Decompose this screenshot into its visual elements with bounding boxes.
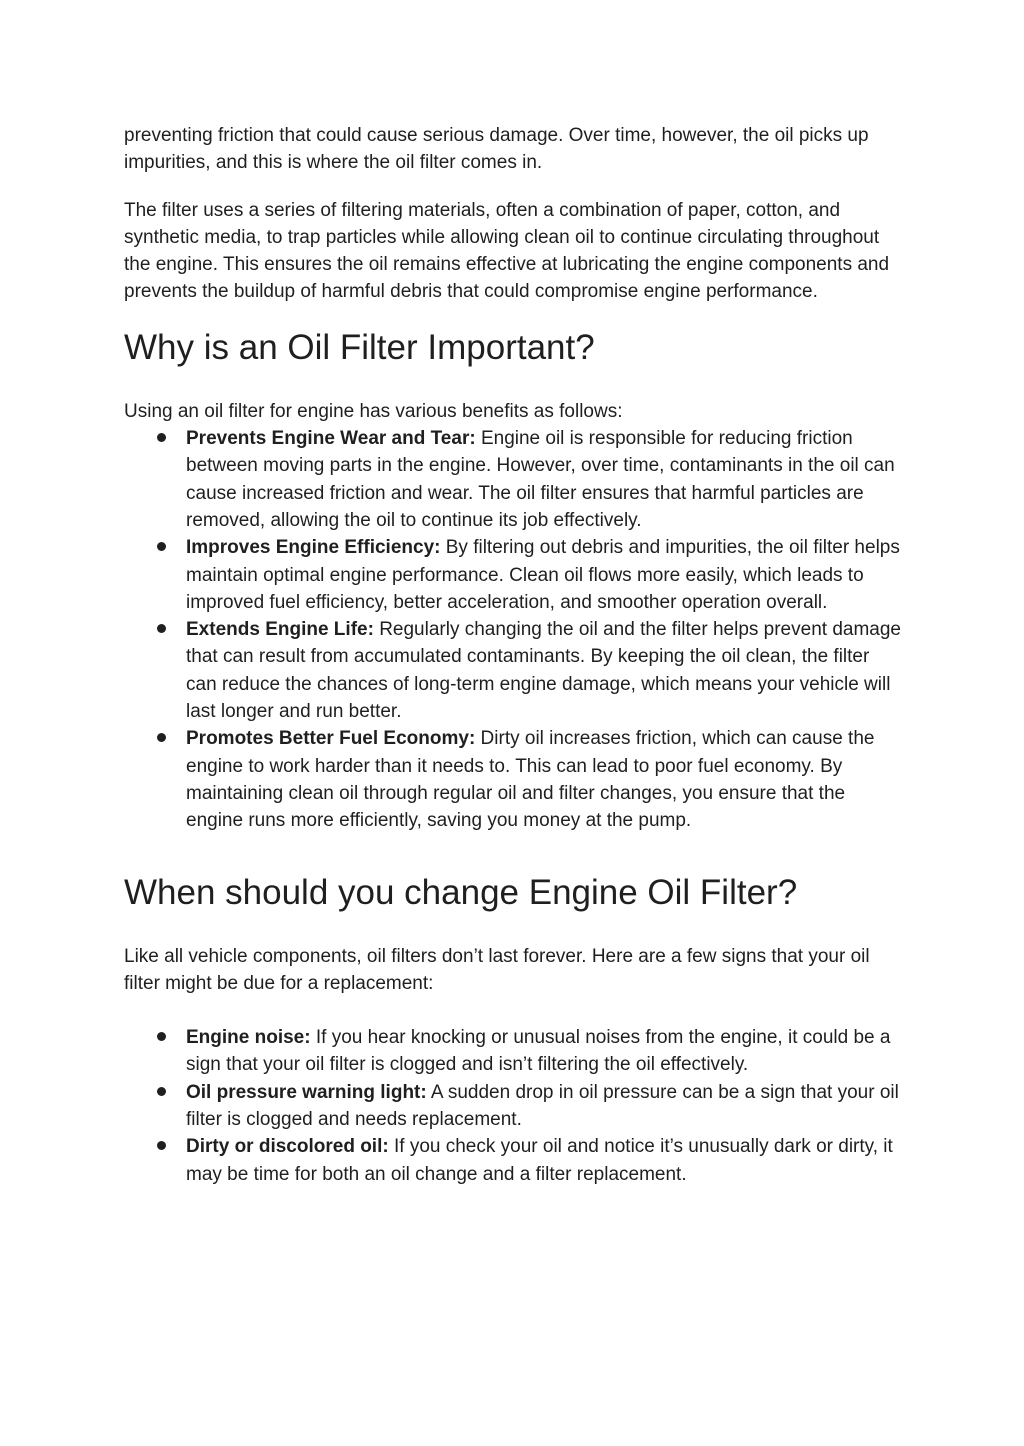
list-item [186,1024,904,1079]
why-heading: Why is an Oil Filter Important? [124,327,595,367]
list-item-title: Prevents Engine Wear and Tear: [186,428,476,450]
list-item-title: Promotes Better Fuel Economy: [186,728,476,750]
list-item-title: Extends Engine Life: [186,619,374,641]
list-item-text: If you hear knocking or unusual noises from the engine, it could be a sign that your oil filter is clogged and isn’t filtering the oil effectively. [186,1027,891,1076]
list-item-text: A sudden drop in oil pressure can be a sign that your oil filter is clogged and needs replacement. [186,1081,899,1131]
list-item [186,1133,904,1188]
list-item [186,534,904,616]
list-item-text: Dirty oil increases friction, which can cause the engine to work harder than it needs to. This can lead to poor fuel economy. By maintaining clean oil through regular oil and filter changes, you ensure that the engine runs more efficiently, saving you money at the pump. [186,728,875,832]
why-lead-paragraph: Using an oil filter for engine has various benefits as follows: [124,400,623,422]
bullet-icon [155,534,167,561]
when-heading: When should you change Engine Oil Filter? [124,872,798,912]
when-lead-paragraph: Like all vehicle components, oil filters don’t last forever. Here are a few signs that your oil filter might be due for a replacement: [124,945,870,994]
bullet-icon [155,725,167,752]
list-item-text: Regularly changing the oil and the filter helps prevent damage that can result from accumulated contaminants. By keeping the oil clean, the filter can reduce the chances of long-term engine damage, which means your vehicle will last longer and run better. [186,619,901,723]
list-item [186,616,904,725]
benefits-list [124,425,904,834]
list-item-title: Engine noise: [186,1027,311,1049]
list-item-title: Improves Engine Efficiency: [186,537,441,559]
bullet-icon [155,1133,167,1160]
list-item [186,725,904,834]
bullet-icon [155,425,167,452]
list-item-text: By filtering out debris and impurities, the oil filter helps maintain optimal engine performance. Clean oil flows more easily, which leads to improved fuel efficiency, better acceleration, and smoother operation overall. [186,537,900,613]
list-item-title: Oil pressure warning light: [186,1081,427,1103]
list-item-title: Dirty or discolored oil: [186,1136,389,1158]
list-item [186,1079,904,1134]
list-item-text: If you check your oil and notice it’s unusually dark or dirty, it may be time for both an oil change and a filter replacement. [186,1136,893,1185]
list-item [186,425,904,534]
intro-paragraph: preventing friction that could cause serious damage. Over time, however, the oil picks up impurities, and this is where the oil filter comes in. [124,125,869,174]
document-page [124,122,904,1188]
bullet-icon [155,1079,167,1106]
bullet-icon [155,1024,167,1051]
signs-list [124,1024,904,1188]
filter-paragraph: The filter uses a series of filtering materials, often a combination of paper, cotton, and synthetic media, to trap particles while allowing clean oil to continue circulating throughout the engine. This ensures the oil remains effective at lubricating the engine components and prevents the buildup of harmful debris that could compromise engine performance. [124,199,890,303]
bullet-icon [155,616,167,643]
list-item-text: Engine oil is responsible for reducing friction between moving parts in the engine. However, over time, contaminants in the oil can cause increased friction and wear. The oil filter ensures that harmful particles are removed, allowing the oil to continue its job effectively. [186,428,895,531]
